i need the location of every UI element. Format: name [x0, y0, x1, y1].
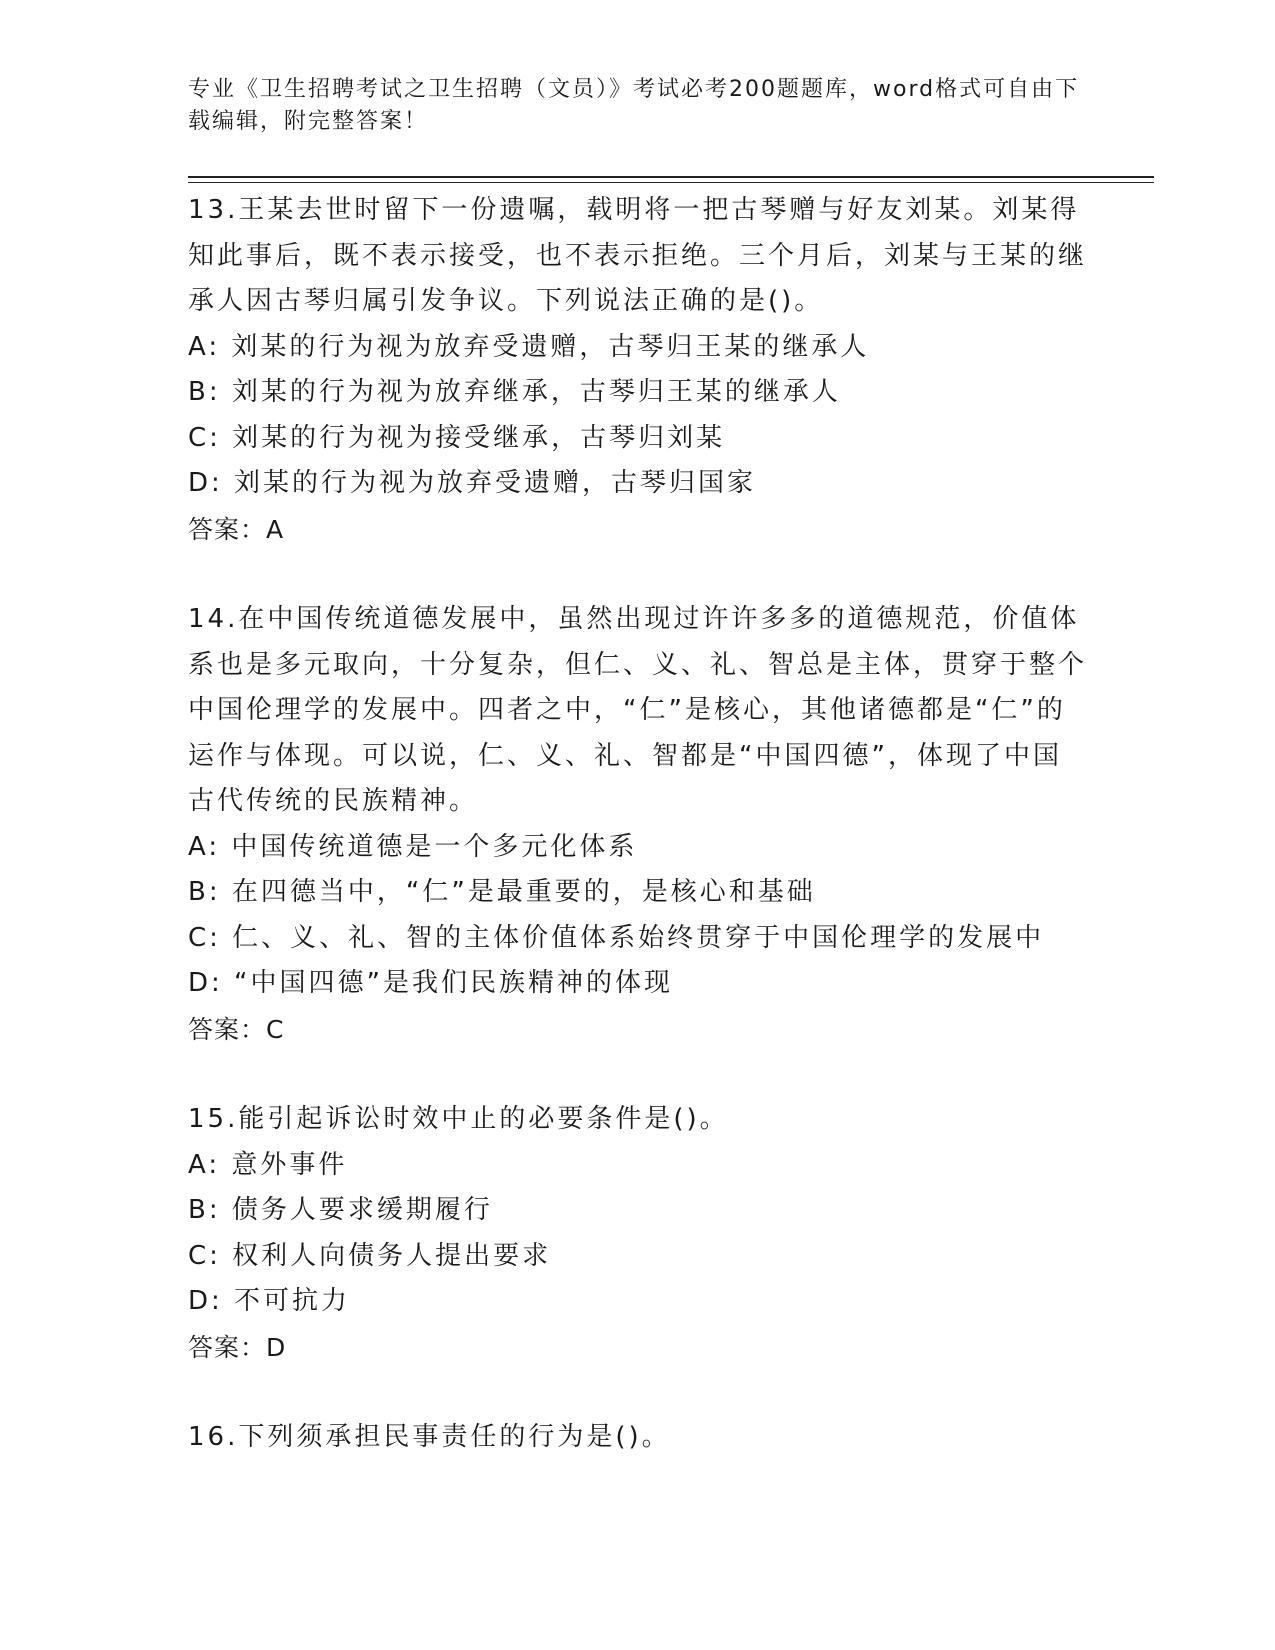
answer-line: 答案：A — [188, 514, 285, 544]
option-d: D: “中国四德”是我们民族精神的体现 — [188, 968, 673, 998]
option-c: C: 仁、义、礼、智的主体价值体系始终贯穿于中国伦理学的发展中 — [188, 922, 1045, 953]
question-list — [188, 188, 1088, 1461]
option-c: C: 权利人向债务人提出要求 — [188, 1240, 552, 1271]
header-rule-thick — [188, 176, 1154, 178]
option-b: B: 债务人要求缓期履行 — [188, 1195, 493, 1225]
question-13 — [188, 188, 1088, 552]
header-rule-thin — [188, 182, 1154, 183]
option-a: A: 刘某的行为视为放弃受遗赠，古琴归王某的继承人 — [188, 331, 870, 362]
option-a: A: 意外事件 — [188, 1149, 348, 1180]
document-header: 专业《卫生招聘考试之卫生招聘（文员）》考试必考200题题库，word格式可自由下载编辑，附完整答案！ — [188, 77, 1080, 134]
option-a: A: 中国传统道德是一个多元化体系 — [188, 831, 638, 862]
option-d: D: 刘某的行为视为放弃受遗赠，古琴归国家 — [188, 468, 757, 498]
answer-line: 答案：C — [188, 1014, 285, 1044]
question-stem: 14.在中国传统道德发展中，虽然出现过许许多多的道德规范，价值体系也是多元取向，十分复杂，但仁、义、礼、智总是主体，贯穿于整个中国伦理学的发展中。四者之中，“仁”是核心，其他诸德都是“仁”的运作与体现。可以说，仁、义、礼、智都是“中国四德”，体现了中国古代传统的民族精神。 — [188, 604, 1088, 816]
question-15 — [188, 1097, 1088, 1370]
answer-line: 答案：D — [188, 1332, 287, 1362]
question-stem: 15.能引起诉讼时效中止的必要条件是()。 — [188, 1104, 729, 1134]
question-stem: 13.王某去世时留下一份遗嘱，载明将一把古琴赠与好友刘某。刘某得知此事后，既不表示接受，也不表示拒绝。三个月后，刘某与王某的继承人因古琴归属引发争议。下列说法正确的是()。 — [188, 195, 1088, 316]
option-b: B: 刘某的行为视为放弃继承，古琴归王某的继承人 — [188, 377, 841, 407]
question-16 — [188, 1415, 1088, 1461]
option-b: B: 在四德当中，“仁”是最重要的，是核心和基础 — [188, 877, 816, 907]
question-stem: 16.下列须承担民事责任的行为是()。 — [188, 1422, 671, 1452]
option-c: C: 刘某的行为视为接受继承，古琴归刘某 — [188, 422, 726, 453]
option-d: D: 不可抗力 — [188, 1286, 351, 1316]
question-14 — [188, 597, 1088, 1052]
